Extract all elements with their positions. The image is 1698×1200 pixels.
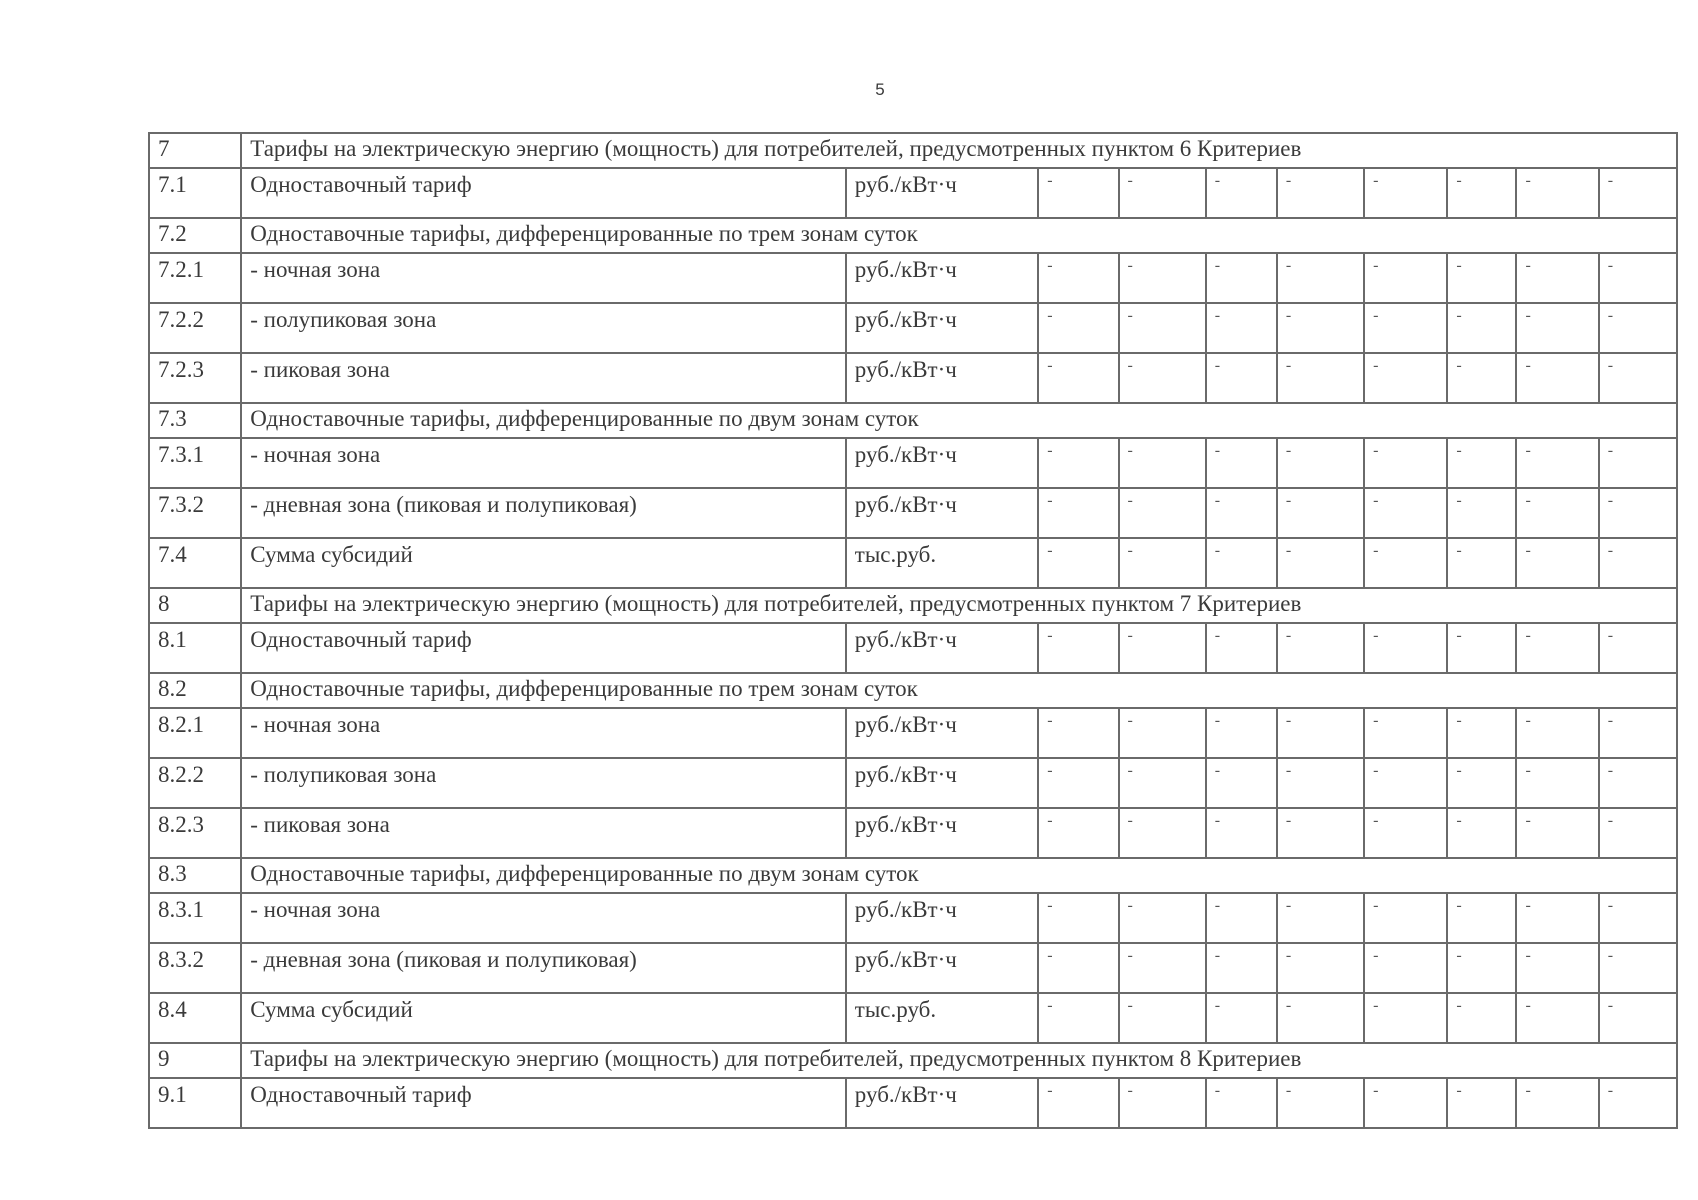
row-name: Одноставочный тариф — [241, 623, 846, 673]
value-cell: - — [1119, 993, 1206, 1043]
value-cell: - — [1206, 1078, 1277, 1128]
row-unit: руб./кВт·ч — [846, 488, 1039, 538]
value-cell: - — [1447, 253, 1516, 303]
value-cell: - — [1516, 168, 1598, 218]
value-cell: - — [1119, 488, 1206, 538]
value-cell: - — [1599, 893, 1677, 943]
value-cell: - — [1038, 993, 1118, 1043]
value-cell: - — [1516, 943, 1598, 993]
value-cell: - — [1516, 758, 1598, 808]
row-unit: тыс.руб. — [846, 538, 1039, 588]
row-number: 8.2 — [149, 673, 241, 708]
value-cell: - — [1599, 353, 1677, 403]
value-cell: - — [1119, 438, 1206, 488]
value-cell: - — [1447, 438, 1516, 488]
value-cell: - — [1038, 538, 1118, 588]
value-cell: - — [1277, 708, 1364, 758]
value-cell: - — [1119, 758, 1206, 808]
row-name: - ночная зона — [241, 708, 846, 758]
value-cell: - — [1516, 893, 1598, 943]
value-cell: - — [1447, 538, 1516, 588]
row-number: 7.1 — [149, 168, 241, 218]
section-row — [149, 673, 1677, 708]
tariff-table — [148, 132, 1678, 1129]
value-cell: - — [1599, 253, 1677, 303]
value-cell: - — [1038, 893, 1118, 943]
section-title: Тарифы на электрическую энергию (мощность) для потребителей, предусмотренных пунктом 8 Критериев — [241, 1043, 1677, 1078]
row-number: 9.1 — [149, 1078, 241, 1128]
value-cell: - — [1599, 808, 1677, 858]
row-name: - ночная зона — [241, 893, 846, 943]
value-cell: - — [1038, 438, 1118, 488]
table-row — [149, 168, 1677, 218]
value-cell: - — [1038, 168, 1118, 218]
value-cell: - — [1277, 1078, 1364, 1128]
row-unit: руб./кВт·ч — [846, 303, 1039, 353]
section-row — [149, 218, 1677, 253]
row-name: - ночная зона — [241, 253, 846, 303]
value-cell: - — [1516, 538, 1598, 588]
value-cell: - — [1447, 168, 1516, 218]
value-cell: - — [1119, 1078, 1206, 1128]
value-cell: - — [1277, 808, 1364, 858]
row-number: 7.2.2 — [149, 303, 241, 353]
table-row — [149, 993, 1677, 1043]
row-unit: руб./кВт·ч — [846, 253, 1039, 303]
table-row — [149, 538, 1677, 588]
value-cell: - — [1277, 303, 1364, 353]
value-cell: - — [1516, 1078, 1598, 1128]
row-number: 8.2.3 — [149, 808, 241, 858]
table-row — [149, 303, 1677, 353]
section-title: Одноставочные тарифы, дифференцированные по двум зонам суток — [241, 858, 1677, 893]
value-cell: - — [1516, 438, 1598, 488]
value-cell: - — [1599, 1078, 1677, 1128]
value-cell: - — [1277, 488, 1364, 538]
value-cell: - — [1516, 488, 1598, 538]
value-cell: - — [1206, 168, 1277, 218]
table-row — [149, 438, 1677, 488]
table-row — [149, 943, 1677, 993]
value-cell: - — [1206, 893, 1277, 943]
value-cell: - — [1447, 623, 1516, 673]
value-cell: - — [1516, 808, 1598, 858]
row-name: Одноставочный тариф — [241, 168, 846, 218]
value-cell: - — [1119, 353, 1206, 403]
row-unit: руб./кВт·ч — [846, 808, 1039, 858]
value-cell: - — [1119, 893, 1206, 943]
row-number: 7.2.3 — [149, 353, 241, 403]
section-row — [149, 588, 1677, 623]
row-number: 8 — [149, 588, 241, 623]
row-number: 8.3.2 — [149, 943, 241, 993]
row-name: - полупиковая зона — [241, 758, 846, 808]
value-cell: - — [1599, 488, 1677, 538]
value-cell: - — [1599, 538, 1677, 588]
value-cell: - — [1364, 253, 1447, 303]
value-cell: - — [1206, 943, 1277, 993]
value-cell: - — [1516, 353, 1598, 403]
value-cell: - — [1206, 623, 1277, 673]
table-row — [149, 253, 1677, 303]
value-cell: - — [1038, 808, 1118, 858]
value-cell: - — [1516, 623, 1598, 673]
value-cell: - — [1364, 943, 1447, 993]
value-cell: - — [1038, 1078, 1118, 1128]
value-cell: - — [1447, 808, 1516, 858]
value-cell: - — [1119, 808, 1206, 858]
value-cell: - — [1516, 303, 1598, 353]
row-number: 8.4 — [149, 993, 241, 1043]
row-number: 7.2.1 — [149, 253, 241, 303]
value-cell: - — [1119, 303, 1206, 353]
row-name: - ночная зона — [241, 438, 846, 488]
value-cell: - — [1599, 303, 1677, 353]
value-cell: - — [1447, 303, 1516, 353]
row-number: 7.2 — [149, 218, 241, 253]
value-cell: - — [1599, 993, 1677, 1043]
value-cell: - — [1277, 758, 1364, 808]
section-title: Одноставочные тарифы, дифференцированные по трем зонам суток — [241, 218, 1677, 253]
value-cell: - — [1364, 708, 1447, 758]
section-title: Одноставочные тарифы, дифференцированные по двум зонам суток — [241, 403, 1677, 438]
value-cell: - — [1038, 623, 1118, 673]
row-unit: руб./кВт·ч — [846, 438, 1039, 488]
row-number: 8.3 — [149, 858, 241, 893]
value-cell: - — [1277, 168, 1364, 218]
value-cell: - — [1516, 993, 1598, 1043]
value-cell: - — [1119, 943, 1206, 993]
value-cell: - — [1364, 168, 1447, 218]
value-cell: - — [1516, 708, 1598, 758]
row-number: 9 — [149, 1043, 241, 1078]
row-unit: руб./кВт·ч — [846, 353, 1039, 403]
row-unit: руб./кВт·ч — [846, 758, 1039, 808]
value-cell: - — [1277, 943, 1364, 993]
value-cell: - — [1364, 1078, 1447, 1128]
value-cell: - — [1599, 168, 1677, 218]
row-unit: руб./кВт·ч — [846, 893, 1039, 943]
value-cell: - — [1364, 438, 1447, 488]
value-cell: - — [1038, 303, 1118, 353]
section-title: Одноставочные тарифы, дифференцированные по трем зонам суток — [241, 673, 1677, 708]
row-number: 7.3.1 — [149, 438, 241, 488]
row-name: - пиковая зона — [241, 353, 846, 403]
value-cell: - — [1206, 353, 1277, 403]
row-name: - пиковая зона — [241, 808, 846, 858]
value-cell: - — [1038, 353, 1118, 403]
value-cell: - — [1364, 993, 1447, 1043]
value-cell: - — [1277, 893, 1364, 943]
value-cell: - — [1277, 353, 1364, 403]
table-row — [149, 353, 1677, 403]
section-title: Тарифы на электрическую энергию (мощность) для потребителей, предусмотренных пунктом 6 Критериев — [241, 133, 1677, 168]
table-row — [149, 488, 1677, 538]
value-cell: - — [1599, 943, 1677, 993]
table-row — [149, 1078, 1677, 1128]
value-cell: - — [1364, 893, 1447, 943]
value-cell: - — [1277, 993, 1364, 1043]
value-cell: - — [1206, 808, 1277, 858]
value-cell: - — [1364, 488, 1447, 538]
section-row — [149, 133, 1677, 168]
value-cell: - — [1038, 943, 1118, 993]
value-cell: - — [1447, 758, 1516, 808]
row-unit: руб./кВт·ч — [846, 623, 1039, 673]
row-name: - дневная зона (пиковая и полупиковая) — [241, 943, 846, 993]
value-cell: - — [1206, 303, 1277, 353]
value-cell: - — [1206, 758, 1277, 808]
value-cell: - — [1206, 488, 1277, 538]
row-unit: руб./кВт·ч — [846, 708, 1039, 758]
value-cell: - — [1119, 538, 1206, 588]
value-cell: - — [1119, 168, 1206, 218]
value-cell: - — [1364, 623, 1447, 673]
row-number: 8.1 — [149, 623, 241, 673]
row-unit: руб./кВт·ч — [846, 168, 1039, 218]
row-number: 8.2.1 — [149, 708, 241, 758]
value-cell: - — [1119, 623, 1206, 673]
row-name: Одноставочный тариф — [241, 1078, 846, 1128]
value-cell: - — [1277, 538, 1364, 588]
value-cell: - — [1364, 538, 1447, 588]
value-cell: - — [1038, 758, 1118, 808]
value-cell: - — [1364, 303, 1447, 353]
row-unit: руб./кВт·ч — [846, 943, 1039, 993]
value-cell: - — [1206, 538, 1277, 588]
value-cell: - — [1447, 488, 1516, 538]
value-cell: - — [1599, 708, 1677, 758]
table-row — [149, 708, 1677, 758]
value-cell: - — [1119, 253, 1206, 303]
value-cell: - — [1599, 758, 1677, 808]
value-cell: - — [1206, 993, 1277, 1043]
value-cell: - — [1038, 253, 1118, 303]
value-cell: - — [1447, 1078, 1516, 1128]
section-title: Тарифы на электрическую энергию (мощность) для потребителей, предусмотренных пунктом 7 Критериев — [241, 588, 1677, 623]
row-name: Сумма субсидий — [241, 993, 846, 1043]
row-name: - полупиковая зона — [241, 303, 846, 353]
section-row — [149, 1043, 1677, 1078]
row-number: 7.3.2 — [149, 488, 241, 538]
row-unit: тыс.руб. — [846, 993, 1039, 1043]
value-cell: - — [1038, 488, 1118, 538]
value-cell: - — [1447, 708, 1516, 758]
table-body — [149, 133, 1677, 1128]
value-cell: - — [1599, 623, 1677, 673]
value-cell: - — [1447, 943, 1516, 993]
value-cell: - — [1599, 438, 1677, 488]
value-cell: - — [1364, 758, 1447, 808]
table-row — [149, 808, 1677, 858]
row-unit: руб./кВт·ч — [846, 1078, 1039, 1128]
value-cell: - — [1277, 623, 1364, 673]
section-row — [149, 858, 1677, 893]
row-name: Сумма субсидий — [241, 538, 846, 588]
value-cell: - — [1447, 353, 1516, 403]
row-number: 7.3 — [149, 403, 241, 438]
value-cell: - — [1447, 893, 1516, 943]
value-cell: - — [1206, 438, 1277, 488]
value-cell: - — [1364, 353, 1447, 403]
value-cell: - — [1447, 993, 1516, 1043]
row-number: 8.3.1 — [149, 893, 241, 943]
value-cell: - — [1119, 708, 1206, 758]
row-number: 8.2.2 — [149, 758, 241, 808]
table-row — [149, 758, 1677, 808]
value-cell: - — [1277, 438, 1364, 488]
table-row — [149, 893, 1677, 943]
row-number: 7 — [149, 133, 241, 168]
section-row — [149, 403, 1677, 438]
value-cell: - — [1206, 253, 1277, 303]
value-cell: - — [1038, 708, 1118, 758]
value-cell: - — [1516, 253, 1598, 303]
value-cell: - — [1206, 708, 1277, 758]
row-number: 7.4 — [149, 538, 241, 588]
value-cell: - — [1364, 808, 1447, 858]
table-row — [149, 623, 1677, 673]
value-cell: - — [1277, 253, 1364, 303]
row-name: - дневная зона (пиковая и полупиковая) — [241, 488, 846, 538]
page-number: 5 — [875, 80, 885, 99]
